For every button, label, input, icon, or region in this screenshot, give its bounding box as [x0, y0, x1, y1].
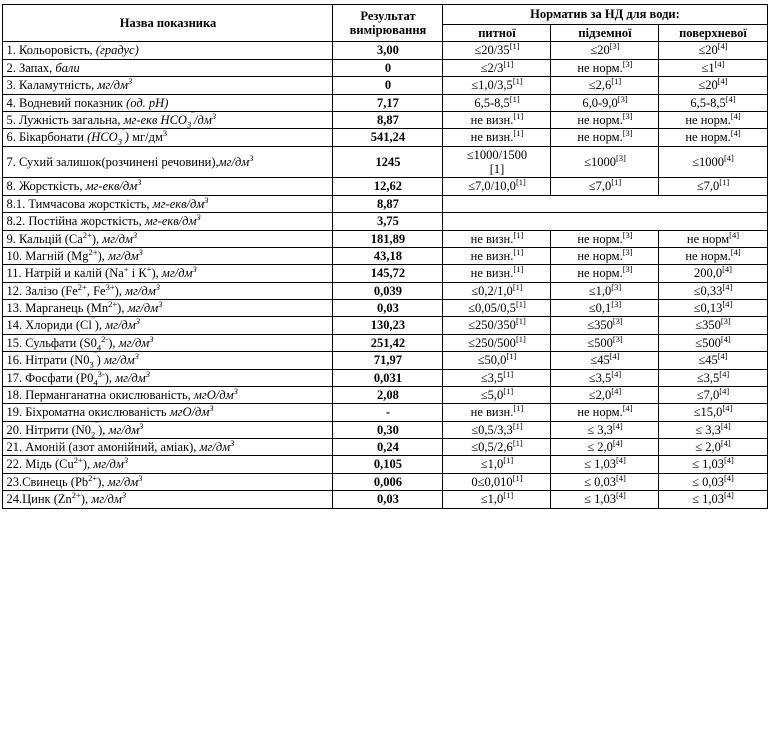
- norm-cell-1: 0≤0,010[1]: [443, 473, 551, 490]
- measurement-result-cell: 0,006: [333, 473, 443, 490]
- table-row: [3, 77, 767, 94]
- table-row: [3, 94, 767, 111]
- indicator-name-cell: 18. Перманганатна окислюваність, мгО/$дм^3$: [3, 386, 333, 403]
- header-measurement-result: [333, 5, 443, 42]
- norm-cell-2: ≤ 2,0[4]: [551, 439, 659, 456]
- indicator-name-cell: 7. Сухий залишок(розчинені $речовини),мг/дм^3$: [3, 146, 333, 178]
- measurement-result-cell: 130,23: [333, 317, 443, 334]
- norm-cell-2: ≤ 0,03[4]: [551, 473, 659, 490]
- norm-cell-1: ≤1,0[1]: [443, 491, 551, 508]
- indicator-name-cell: 6. Бікарбонати $(НСО_3^‾)$ $мг/дм^3$: [3, 129, 333, 146]
- norm-cell-1: ≤20/35[1]: [443, 42, 551, 59]
- measurement-result-cell: 0,03: [333, 300, 443, 317]
- indicator-name-cell: 3. Каламутність, $мг/дм^3$: [3, 77, 333, 94]
- norm-cell-3: ≤ 1,03[4]: [659, 456, 767, 473]
- measurement-result-cell: 71,97: [333, 352, 443, 369]
- norm-cell-3: не норм[4]: [659, 230, 767, 247]
- indicator-name-cell: 8.1. Тимчасова жорсткість, $мг-екв/дм^3$: [3, 195, 333, 212]
- norm-cell-3: не норм.[4]: [659, 111, 767, 128]
- indicator-name-cell: 23.Свинець $(Pb^{2+})$, $мг/дм^3$: [3, 473, 333, 490]
- norm-cell-2: ≤ 3,3[4]: [551, 421, 659, 438]
- norm-cell-3: 200,0[4]: [659, 265, 767, 282]
- norm-cell-2: ≤ 1,03[4]: [551, 456, 659, 473]
- measurement-result-cell: 0,039: [333, 282, 443, 299]
- header-norm-surface: поверхневої: [659, 25, 767, 42]
- indicator-name-cell: 14. Хлориди (Cl‾), $мг/дм^3$: [3, 317, 333, 334]
- norm-cell-1: не визн.[1]: [443, 404, 551, 421]
- table-row: [3, 369, 767, 386]
- norm-cell-empty: [443, 195, 767, 212]
- table-row: [3, 247, 767, 264]
- norm-cell-2: ≤500[3]: [551, 334, 659, 351]
- norm-cell-1: ≤250/350[1]: [443, 317, 551, 334]
- norm-cell-1: не визн.[1]: [443, 129, 551, 146]
- norm-cell-3: ≤1000[4]: [659, 146, 767, 178]
- norm-cell-3: 6,5-8,5[4]: [659, 94, 767, 111]
- norm-cell-2: не норм.[4]: [551, 404, 659, 421]
- table-row: [3, 317, 767, 334]
- measurement-result-cell: 12,62: [333, 178, 443, 195]
- measurement-result-cell: 1245: [333, 146, 443, 178]
- table-row: [3, 421, 767, 438]
- norm-cell-3: ≤1[4]: [659, 59, 767, 76]
- norm-cell-3: ≤3,5[4]: [659, 369, 767, 386]
- measurement-result-cell: -: [333, 404, 443, 421]
- indicator-name-cell: 10. Магній $(Mg^{2+})$, $мг/дм^3$: [3, 247, 333, 264]
- norm-cell-3: ≤ 1,03[4]: [659, 491, 767, 508]
- norm-cell-3: не норм.[4]: [659, 129, 767, 146]
- measurement-result-cell: 251,42: [333, 334, 443, 351]
- indicator-name-cell: 8. Жорсткість, $мг-екв/дм^3$: [3, 178, 333, 195]
- header-norm-ground: підземної: [551, 25, 659, 42]
- header-norm-group: Норматив за НД для води:: [443, 5, 767, 25]
- norm-cell-3: ≤20[4]: [659, 77, 767, 94]
- measurement-result-cell: 2,08: [333, 386, 443, 403]
- norm-cell-2: не норм.[3]: [551, 230, 659, 247]
- measurement-result-cell: 0: [333, 59, 443, 76]
- norm-cell-1: ≤7,0/10,0[1]: [443, 178, 551, 195]
- norm-cell-3: ≤ 3,3[4]: [659, 421, 767, 438]
- header-indicator-name: Назва показника: [3, 5, 333, 42]
- indicator-name-cell: 12. Залізо ($Fe^{2+}$, $Fe^{3+}$), $мг/дм^3$: [3, 282, 333, 299]
- indicator-name-cell: 5. Лужність загальна, мг-екв $НСО_3^‾/дм^3$: [3, 111, 333, 128]
- norm-cell-1: ≤50,0[1]: [443, 352, 551, 369]
- norm-cell-2: ≤45[4]: [551, 352, 659, 369]
- measurement-result-cell: 0,105: [333, 456, 443, 473]
- indicator-name-cell: 22. Мідь $(Сu^{2+})$, $мг/дм^3$: [3, 456, 333, 473]
- table-row: [3, 473, 767, 490]
- norm-cell-2: ≤ 1,03[4]: [551, 491, 659, 508]
- norm-cell-1: не визн.[1]: [443, 265, 551, 282]
- table-row: [3, 111, 767, 128]
- norm-cell-empty: [443, 213, 767, 230]
- norm-cell-1: не визн.[1]: [443, 247, 551, 264]
- norm-cell-3: не норм.[4]: [659, 247, 767, 264]
- norm-cell-1: ≤0,5/3,3[1]: [443, 421, 551, 438]
- norm-cell-1: не визн.[1]: [443, 230, 551, 247]
- norm-cell-1: ≤1,0[1]: [443, 456, 551, 473]
- header-result-line2: вимірювання: [349, 23, 427, 38]
- norm-cell-2: не норм.[3]: [551, 247, 659, 264]
- table-row: [3, 195, 767, 212]
- norm-cell-1: ≤5,0[1]: [443, 386, 551, 403]
- norm-cell-1: 6,5-8,5[1]: [443, 94, 551, 111]
- indicator-name-cell: 1. Кольоровість, (градус): [3, 42, 333, 59]
- indicator-name-cell: 20. Нітрити $(N0_2^‾)$, $мг/дм^3$: [3, 421, 333, 438]
- table-row: [3, 178, 767, 195]
- indicator-name-cell: 8.2. Постійна жорсткість, $мг-екв/дм^3$: [3, 213, 333, 230]
- measurement-result-cell: 8,87: [333, 111, 443, 128]
- table-row: [3, 59, 767, 76]
- measurement-result-cell: 3,75: [333, 213, 443, 230]
- norm-cell-1: ≤2/3[1]: [443, 59, 551, 76]
- measurement-result-cell: 0,03: [333, 491, 443, 508]
- norm-cell-2: ≤1,0[3]: [551, 282, 659, 299]
- measurement-result-cell: 3,00: [333, 42, 443, 59]
- indicator-name-cell: 17. Фосфати $(Р0_4^{3-})$, $мг/дм^3$: [3, 369, 333, 386]
- norm-cell-3: ≤ 0,03[4]: [659, 473, 767, 490]
- indicator-name-cell: 2. Запах, бали: [3, 59, 333, 76]
- header-result-line1: Результат: [360, 8, 416, 23]
- indicator-name-cell: 11. Натрій и калій (Na+ і К+), $мг/дм^3$: [3, 265, 333, 282]
- norm-cell-1: ≤0,2/1,0[1]: [443, 282, 551, 299]
- norm-cell-2: ≤2,6[1]: [551, 77, 659, 94]
- norm-cell-1: ≤0,5/2,6[1]: [443, 439, 551, 456]
- norm-cell-3: ≤7,0[1]: [659, 178, 767, 195]
- norm-cell-2: не норм.[3]: [551, 265, 659, 282]
- table-row: [3, 456, 767, 473]
- norm-cell-1: ≤1000/1500 [1]: [443, 146, 551, 178]
- norm-cell-3: ≤ 2,0[4]: [659, 439, 767, 456]
- norm-cell-2: не норм.[3]: [551, 111, 659, 128]
- norm-cell-2: ≤20[3]: [551, 42, 659, 59]
- norm-cell-2: ≤0,1[3]: [551, 300, 659, 317]
- indicator-name-cell: 24.Цинк $(Zn^{2+})$, $мг/дм^3$: [3, 491, 333, 508]
- norm-cell-2: ≤7,0[1]: [551, 178, 659, 195]
- table-row: [3, 129, 767, 146]
- table-row: [3, 42, 767, 59]
- measurement-result-cell: 0: [333, 77, 443, 94]
- norm-cell-3: ≤350[3]: [659, 317, 767, 334]
- measurement-result-cell: 43,18: [333, 247, 443, 264]
- norm-cell-2: не норм.[3]: [551, 129, 659, 146]
- table-row: [3, 146, 767, 178]
- indicator-name-cell: 13. Марганець $(Mn^{2+})$, $мг/дм^3$: [3, 300, 333, 317]
- norm-cell-2: ≤2,0[4]: [551, 386, 659, 403]
- measurement-result-cell: 541,24: [333, 129, 443, 146]
- norm-cell-3: ≤7,0[4]: [659, 386, 767, 403]
- water-analysis-table: [2, 4, 767, 509]
- indicator-name-cell: 15. Сульфати $(S0_4^{2-})$, $мг/дм^3$: [3, 334, 333, 351]
- indicator-name-cell: 16. Нітрати $(N0_3^‾)$ $мг/дм^3$: [3, 352, 333, 369]
- norm-cell-1: ≤1,0/3,5[1]: [443, 77, 551, 94]
- measurement-result-cell: 8,87: [333, 195, 443, 212]
- measurement-result-cell: 0,30: [333, 421, 443, 438]
- table-row: [3, 265, 767, 282]
- table-row: [3, 439, 767, 456]
- table-row: [3, 386, 767, 403]
- norm-cell-2: ≤3,5[4]: [551, 369, 659, 386]
- norm-cell-2: ≤350[3]: [551, 317, 659, 334]
- table-row: [3, 213, 767, 230]
- norm-cell-3: ≤500[4]: [659, 334, 767, 351]
- norm-cell-3: ≤45[4]: [659, 352, 767, 369]
- norm-cell-2: 6,0-9,0[3]: [551, 94, 659, 111]
- header-norm-drinking: питної: [443, 25, 551, 42]
- measurement-result-cell: 145,72: [333, 265, 443, 282]
- measurement-result-cell: 181,89: [333, 230, 443, 247]
- norm-cell-3: ≤15,0[4]: [659, 404, 767, 421]
- norm-cell-3: ≤0,13[4]: [659, 300, 767, 317]
- norm-cell-1: ≤0,05/0,5[1]: [443, 300, 551, 317]
- indicator-name-cell: 21. Амоній (азот амонійний, аміак), $мг/дм^3$: [3, 439, 333, 456]
- table-row: [3, 352, 767, 369]
- measurement-result-cell: 7,17: [333, 94, 443, 111]
- norm-cell-3: ≤20[4]: [659, 42, 767, 59]
- table-header: [3, 5, 767, 42]
- indicator-name-cell: 19. Біхроматна окислюваність мгО/$дм^3$: [3, 404, 333, 421]
- norm-cell-2: ≤1000[3]: [551, 146, 659, 178]
- table-row: [3, 404, 767, 421]
- norm-cell-1: не визн.[1]: [443, 111, 551, 128]
- indicator-name-cell: 4. Водневий показник (од. рН): [3, 94, 333, 111]
- norm-cell-3: ≤0,33[4]: [659, 282, 767, 299]
- table-row: [3, 491, 767, 508]
- indicator-name-cell: 9. Кальцій $(Са^{2+})$, $мг/дм^3$: [3, 230, 333, 247]
- measurement-result-cell: 0,24: [333, 439, 443, 456]
- table-body: [3, 42, 767, 508]
- norm-cell-2: не норм.[3]: [551, 59, 659, 76]
- norm-cell-1: ≤250/500[1]: [443, 334, 551, 351]
- table-row: [3, 300, 767, 317]
- table-row: [3, 230, 767, 247]
- table-row: [3, 334, 767, 351]
- measurement-result-cell: 0,031: [333, 369, 443, 386]
- table-row: [3, 282, 767, 299]
- norm-cell-1: ≤3,5[1]: [443, 369, 551, 386]
